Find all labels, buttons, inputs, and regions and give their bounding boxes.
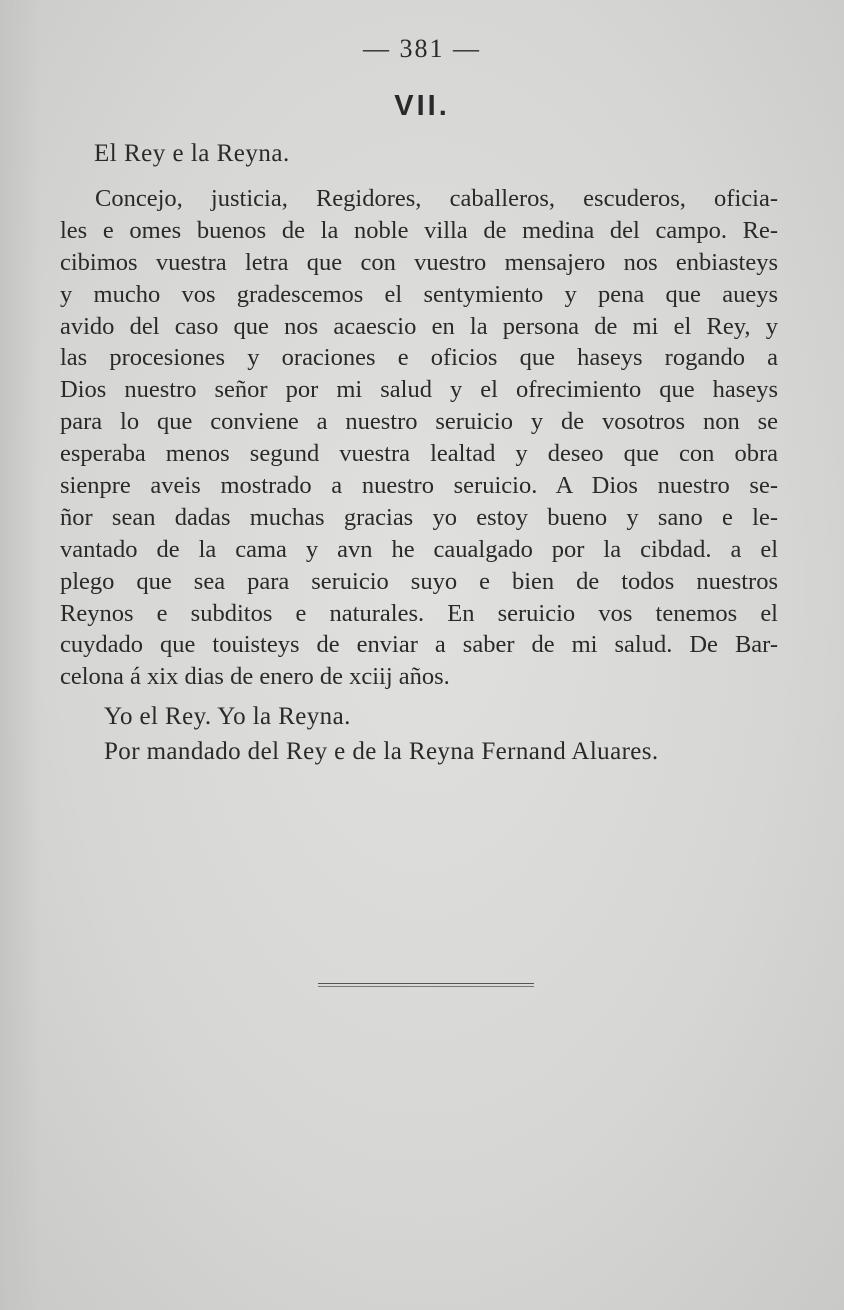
signature-line: Yo el Rey. Yo la Reyna. [104,703,351,730]
body-line: Concejo, justicia, Regidores, caballeros, escuderos, oficia- [95,185,778,212]
salutation: El Rey e la Reyna. [94,140,290,167]
body-line: y mucho vos gradescemos el sentymiento y pena que aueys [60,280,778,308]
body-line: para lo que conviene a nuestro seruicio y de vosotros non se [60,408,778,436]
body-line: vantado de la cama y avn he caualgado por la cibdad. a el [60,535,778,563]
letter-body [60,183,778,693]
body-line: cuydado que touisteys de enviar a saber de mi salud. De Bar- [60,631,778,659]
body-line: les e omes buenos de la noble villa de medina del campo. Re- [60,216,778,244]
page-edge-shadow [0,0,40,1310]
section-heading: VII. [394,90,450,122]
body-line: las procesiones y oraciones e oficios que haseys rogando a [60,344,778,372]
body-line: avido del caso que nos acaescio en la persona de mi el Rey, y [60,312,778,340]
body-line: ñor sean dadas muchas gracias yo estoy bueno y sano e le- [60,503,778,531]
section-divider-rule [318,983,534,987]
body-line: cibimos vuestra letra que con vuestro mensajero nos enbiasteys [60,248,778,276]
attestation-line: Por mandado del Rey e de la Reyna Fernand Aluares. [104,738,659,765]
body-line: Dios nuestro señor por mi salud y el ofrecimiento que haseys [60,376,778,404]
body-line: plego que sea para seruicio suyo e bien de todos nuestros [60,567,778,595]
page-number: — 381 — [363,34,481,63]
body-line: celona á xix dias de enero de xciij años. [60,663,450,691]
body-line: sienpre aveis mostrado a nuestro seruicio. A Dios nuestro se- [60,472,778,500]
body-line: Reynos e subditos e naturales. En seruicio vos tenemos el [60,599,778,627]
body-line: esperaba menos segund vuestra lealtad y deseo que con obra [60,440,778,468]
